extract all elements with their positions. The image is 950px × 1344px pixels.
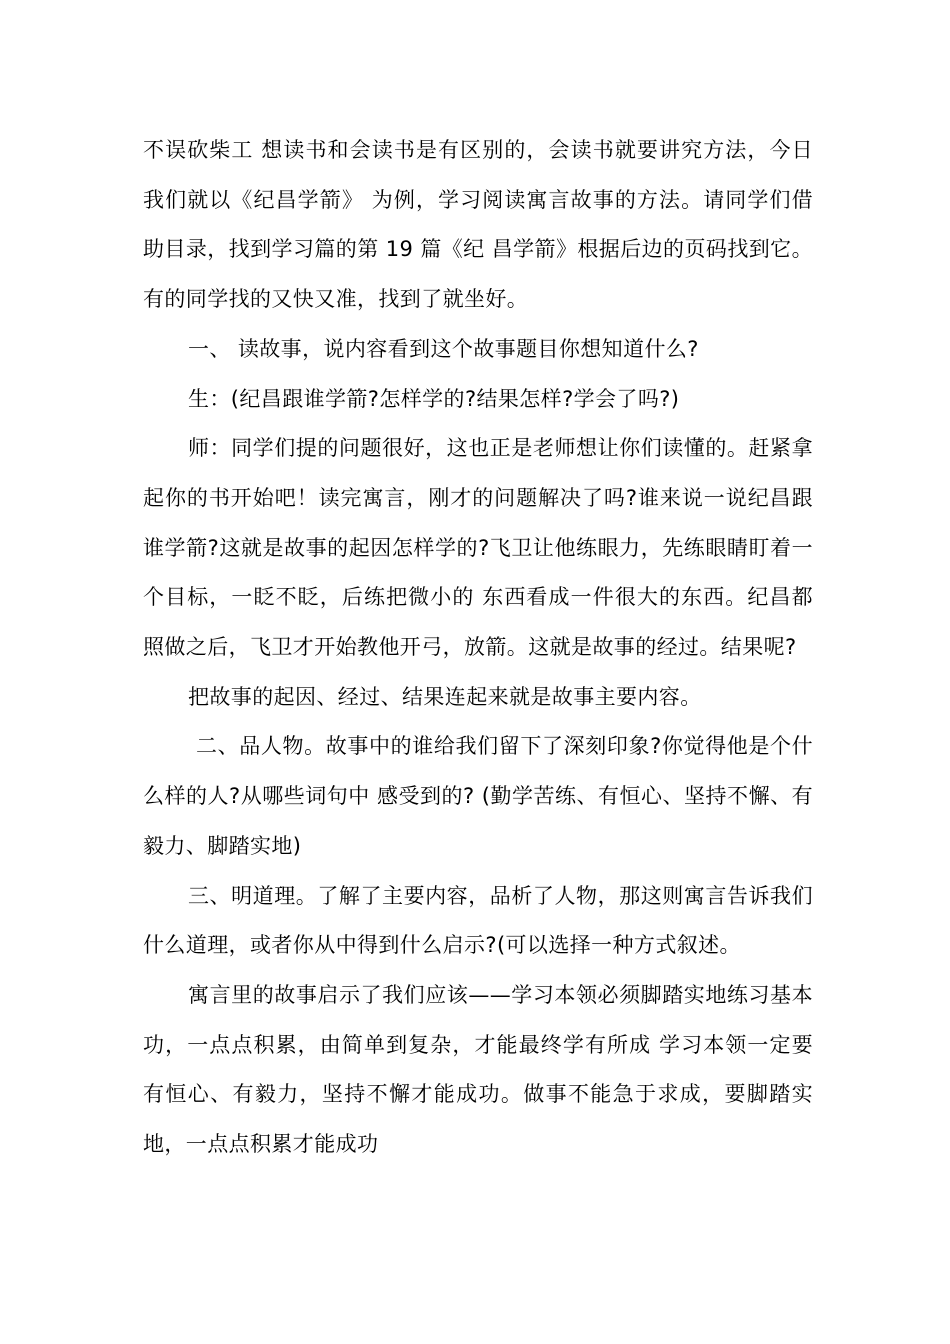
paragraph-section-three: 三、明道理。了解了主要内容，品析了人物，那这则寓言告诉我们什么道理，或者你从中得到什么启示?(可以选择一种方式叙述。 [143,883,813,958]
paragraph-section-one: 一、 读故事，说内容看到这个故事题目你想知道什么? [188,336,699,361]
body-text [143,126,813,1170]
paragraph-section-two: 二、品人物。故事中的谁给我们留下了深刻印象?你觉得他是个什么样的人?从哪些词句中 感受到的? (勤学苦练、有恒心、坚持不懈、有毅力、脚踏实地) [143,734,813,858]
paragraph-student-answer: 生：(纪昌跟谁学箭?怎样学的?结果怎样?学会了吗?) [188,386,680,411]
paragraph-teacher-talk: 师：同学们提的问题很好，这也正是老师想让你们读懂的。赶紧拿起你的书开始吧！读完寓言，刚才的问题解决了吗?谁来说一说纪昌跟谁学箭?这就是故事的起因怎样学的?飞卫让他练眼力，先练眼睛盯着一个目标，一眨不眨，后练把微小的 东西看成一件很大的东西。纪昌都照做之后，飞卫才开始教他开弓，放箭。这就是故事的经过。结果呢? [143,436,813,660]
paragraph-intro: 不误砍柴工 想读书和会读书是有区别的，会读书就要讲究方法，今日我们就以《纪昌学箭》 为例，学习阅读寓言故事的方法。请同学们借助目录，找到学习篇的第 19 篇《纪 昌学箭》根据后边的页码找到它。有的同学找的又快又准，找到了就坐好。 [143,138,813,312]
paragraph-lesson: 寓言里的故事启示了我们应该——学习本领必须脚踏实地练习基本功，一点点积累，由简单到复杂，才能最终学有所成 学习本领一定要有恒心、有毅力，坚持不懈才能成功。做事不能急于求成，要脚踏实地，一点点积累才能成功 [143,982,813,1157]
paragraph-summary: 把故事的起因、经过、结果连起来就是故事主要内容。 [188,684,702,709]
